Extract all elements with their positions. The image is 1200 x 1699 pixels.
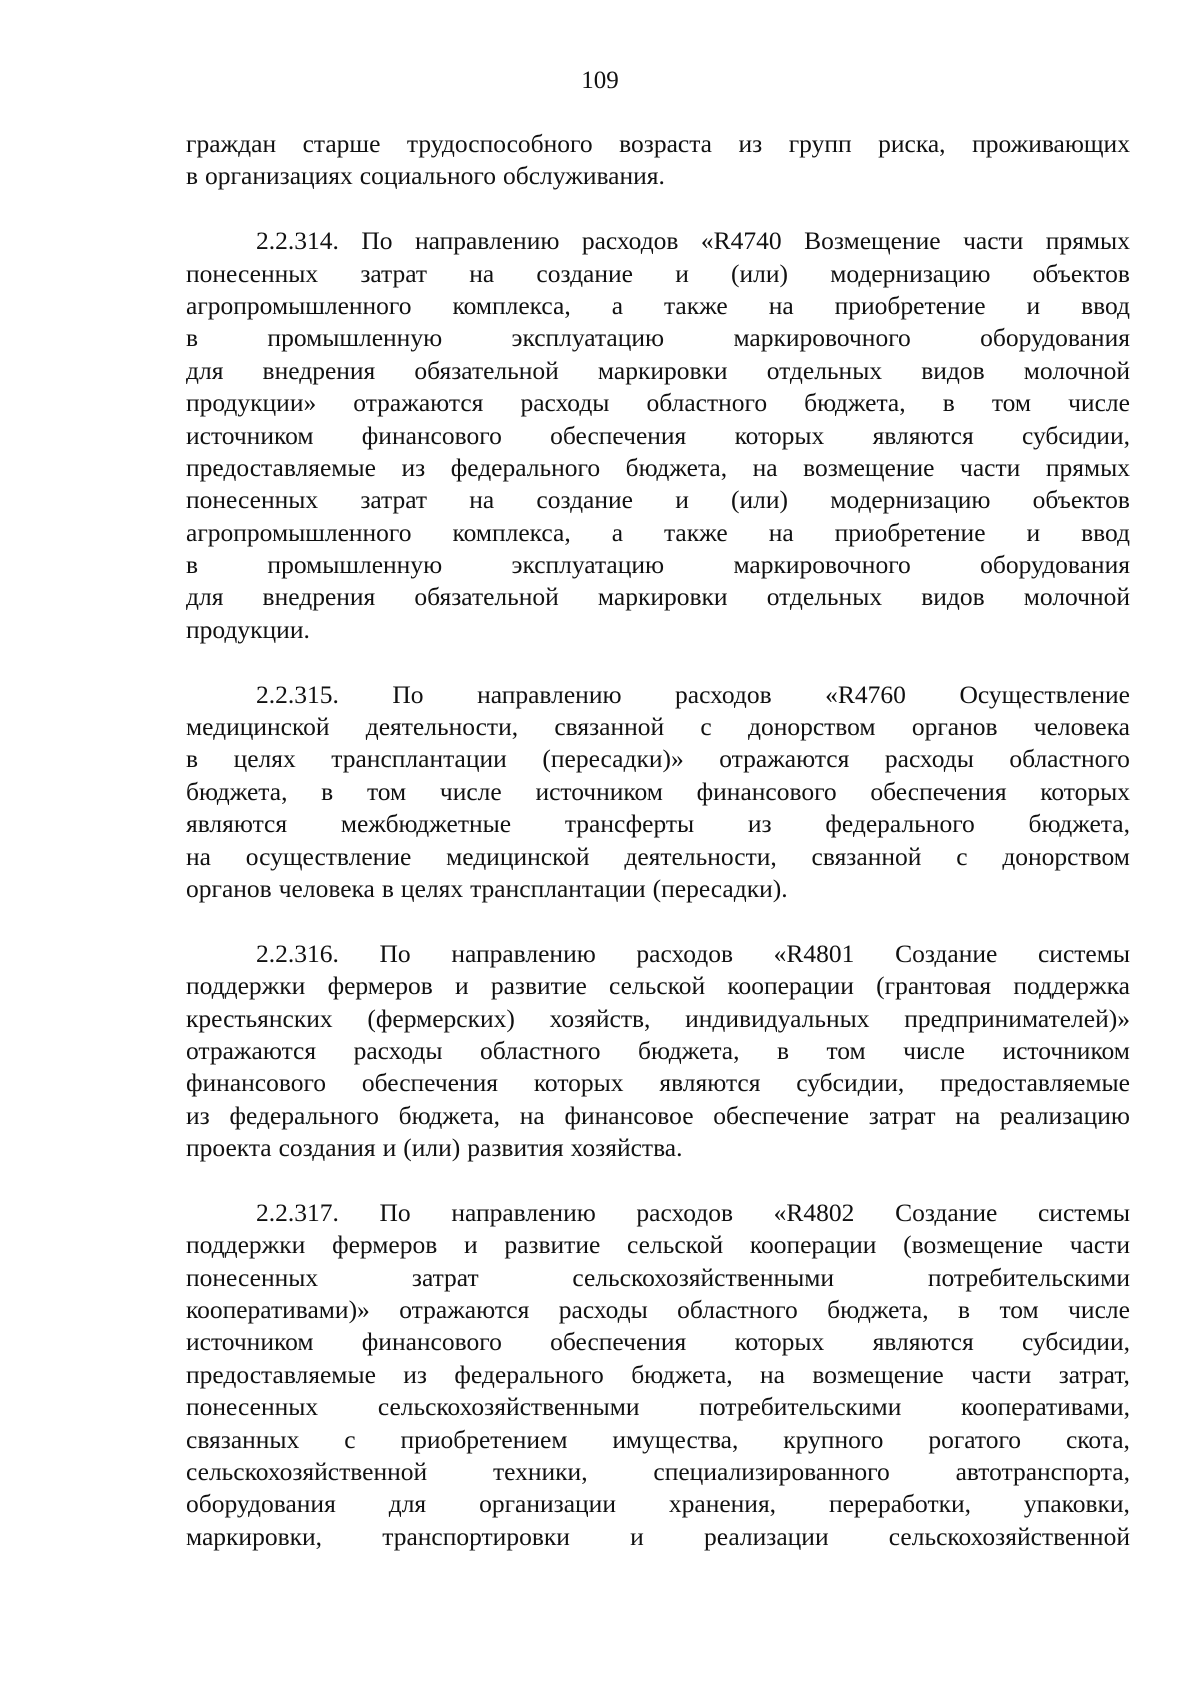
text-line: предоставляемые из федерального бюджета, на возмещение части затрат, bbox=[186, 1359, 1130, 1389]
text-line: продукции. bbox=[186, 614, 310, 644]
text-line: отражаются расходы областного бюджета, в том числе источником bbox=[186, 1035, 1130, 1065]
text-line: для внедрения обязательной маркировки отдельных видов молочной bbox=[186, 355, 1130, 385]
text-line: граждан старше трудоспособного возраста из групп риска, проживающих bbox=[186, 129, 1130, 158]
text-line: сельскохозяйственной техники, специализированного автотранспорта, bbox=[186, 1457, 1130, 1487]
text-line: крестьянских (фермерских) хозяйств, индивидуальных предпринимателей)» bbox=[186, 1003, 1130, 1033]
document-body bbox=[186, 128, 1130, 1553]
text-line: 2.2.314. По направлению расходов «R4740 Возмещение части прямых bbox=[256, 226, 1130, 256]
text-line: поддержки фермеров и развитие сельской кооперации (грантовая поддержка bbox=[186, 971, 1130, 1001]
paragraph-2-2-315 bbox=[186, 679, 1130, 906]
text-line: агропромышленного комплекса, а также на приобретение и ввод bbox=[186, 290, 1130, 320]
text-line: предоставляемые из федерального бюджета, на возмещение части прямых bbox=[186, 452, 1130, 482]
text-line: продукции» отражаются расходы областного бюджета, в том числе bbox=[186, 388, 1130, 418]
text-line: понесенных затрат сельскохозяйственными потребительскими bbox=[186, 1262, 1130, 1292]
page-number: 109 bbox=[581, 67, 619, 94]
text-line: органов человека в целях трансплантации (пересадки). bbox=[186, 873, 788, 903]
text-line: понесенных затрат на создание и (или) модернизацию объектов bbox=[186, 258, 1130, 288]
text-line: 2.2.316. По направлению расходов «R4801 Создание системы bbox=[256, 938, 1130, 968]
text-line: источником финансового обеспечения которых являются субсидии, bbox=[186, 420, 1130, 450]
text-line: 2.2.315. По направлению расходов «R4760 Осуществление bbox=[256, 679, 1130, 709]
text-line: связанных с приобретением имущества, крупного рогатого скота, bbox=[186, 1424, 1130, 1454]
text-line: в промышленную эксплуатацию маркировочного оборудования bbox=[186, 550, 1130, 580]
text-line: медицинской деятельности, связанной с донорством органов человека bbox=[186, 712, 1130, 742]
text-line: из федерального бюджета, на финансовое обеспечение затрат на реализацию bbox=[186, 1100, 1130, 1130]
text-line: в организациях социального обслуживания. bbox=[186, 161, 665, 191]
text-line: для внедрения обязательной маркировки отдельных видов молочной bbox=[186, 582, 1130, 612]
text-line: оборудования для организации хранения, переработки, упаковки, bbox=[186, 1489, 1130, 1519]
text-line: маркировки, транспортировки и реализации сельскохозяйственной bbox=[186, 1521, 1130, 1551]
paragraph-2-2-314 bbox=[186, 225, 1130, 646]
paragraph-2-2-317 bbox=[186, 1197, 1130, 1553]
text-line: на осуществление медицинской деятельности, связанной с донорством bbox=[186, 841, 1130, 871]
text-line: агропромышленного комплекса, а также на приобретение и ввод bbox=[186, 517, 1130, 547]
text-line: понесенных сельскохозяйственными потребительскими кооперативами, bbox=[186, 1392, 1130, 1422]
text-line: 2.2.317. По направлению расходов «R4802 Создание системы bbox=[256, 1197, 1130, 1227]
text-line: бюджета, в том числе источником финансового обеспечения которых bbox=[186, 776, 1130, 806]
text-line: поддержки фермеров и развитие сельской кооперации (возмещение части bbox=[186, 1230, 1130, 1260]
paragraph-2-2-316 bbox=[186, 938, 1130, 1165]
text-line: в промышленную эксплуатацию маркировочного оборудования bbox=[186, 323, 1130, 353]
text-line: финансового обеспечения которых являются субсидии, предоставляемые bbox=[186, 1068, 1130, 1098]
text-line: источником финансового обеспечения которых являются субсидии, bbox=[186, 1327, 1130, 1357]
text-line: понесенных затрат на создание и (или) модернизацию объектов bbox=[186, 485, 1130, 515]
text-line: проекта создания и (или) развития хозяйства. bbox=[186, 1133, 683, 1163]
text-line: кооперативами)» отражаются расходы областного бюджета, в том числе bbox=[186, 1295, 1130, 1325]
text-line: являются межбюджетные трансферты из федерального бюджета, bbox=[186, 809, 1130, 839]
paragraph-continuation bbox=[186, 128, 1130, 193]
text-line: в целях трансплантации (пересадки)» отражаются расходы областного bbox=[186, 744, 1130, 774]
